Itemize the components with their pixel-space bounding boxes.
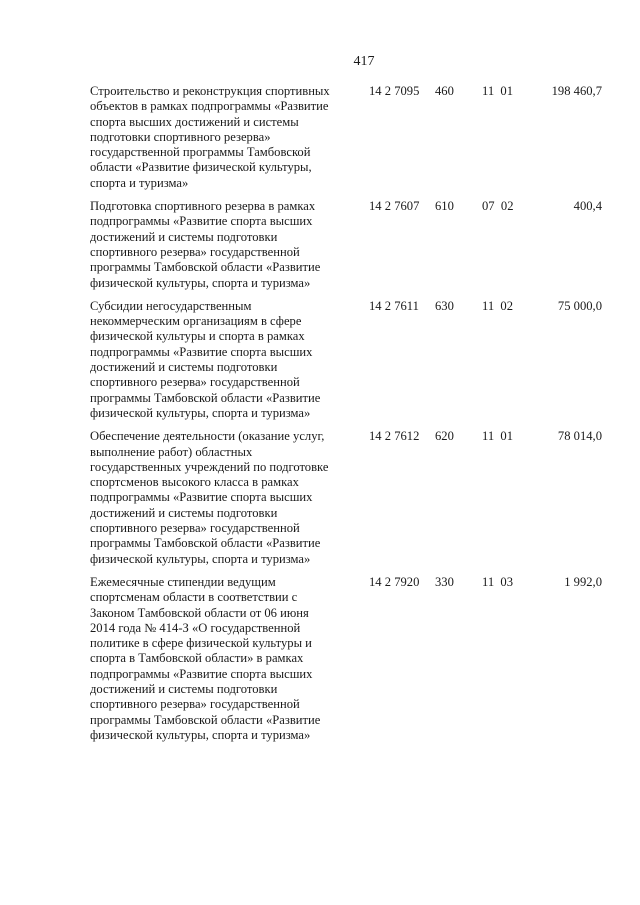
section-subsection-code: 07 02 — [482, 199, 514, 214]
page-number: 417 — [353, 54, 375, 69]
target-article-code: 14 2 7611 — [369, 298, 419, 313]
expense-type-code: 460 — [435, 84, 454, 98]
item-description: Подготовка спортивного резерва в рамках подпрограммы «Развитие спорта высших достижений и системы подготовки спортивного резерва» государственной программы Тамбовской области «Развитие физической культуры, спорта и туризма» — [90, 199, 321, 290]
expense-type-code: 330 — [435, 574, 454, 589]
expense-type-code: 610 — [435, 199, 454, 214]
item-description: Обеспечение деятельности (оказание услуг, выполнение работ) областных государственных учреждений по подготовке спортсменов высокого класса в рамках подпрограммы «Развитие спорта высших достижений и системы подготовки спортивного резерва» государственной программы Тамбовской области «Развитие физической культуры, спорта и туризма» — [90, 429, 329, 566]
amount: 198 460,7 — [551, 84, 602, 98]
section-subsection-code: 11 01 — [482, 429, 514, 444]
table-row — [90, 84, 602, 191]
item-description: Строительство и реконструкция спортивных объектов в рамках подпрограммы «Развитие спорта высших достижений и системы подготовки спортивного резерва» государственной программы Тамбовской области «Развитие физической культуры, спорта и туризма» — [90, 84, 330, 190]
target-article-code: 14 2 7612 — [369, 429, 420, 444]
amount: 75 000,0 — [557, 298, 602, 313]
target-article-code: 14 2 7920 — [369, 574, 420, 589]
item-description: Субсидии негосударственным некоммерческим организациям в сфере физической культуры и спорта в рамках подпрограммы «Развитие спорта высших достижений и системы подготовки спортивного резерва» государственной программы Тамбовской области «Развитие физической культуры, спорта и туризма» — [90, 298, 321, 420]
target-article-code: 14 2 7095 — [369, 84, 420, 98]
expense-type-code: 620 — [435, 429, 454, 444]
amount: 78 014,0 — [557, 429, 602, 444]
expense-type-code: 630 — [435, 298, 454, 313]
budget-table — [90, 84, 602, 743]
amount: 1 992,0 — [564, 574, 602, 589]
section-subsection-code: 11 01 — [482, 84, 514, 98]
table-row — [90, 429, 602, 567]
amount: 400,4 — [573, 199, 602, 214]
table-row — [90, 299, 602, 421]
target-article-code: 14 2 7607 — [369, 199, 420, 214]
section-subsection-code: 11 03 — [482, 574, 514, 589]
section-subsection-code: 11 02 — [482, 298, 514, 313]
table-row — [90, 199, 602, 291]
item-description: Ежемесячные стипендии ведущим спортсменам области в соответствии с Законом Тамбовской области от 06 июня 2014 года № 414-З «О государственной политике в сфере физической культуры и спорта в Тамбовской области» в рамках подпрограммы «Развитие спорта высших достижений и системы подготовки спортивного резерва» государственной программы Тамбовской области «Развитие физической культуры, спорта и туризма» — [90, 574, 321, 742]
table-row — [90, 575, 602, 743]
